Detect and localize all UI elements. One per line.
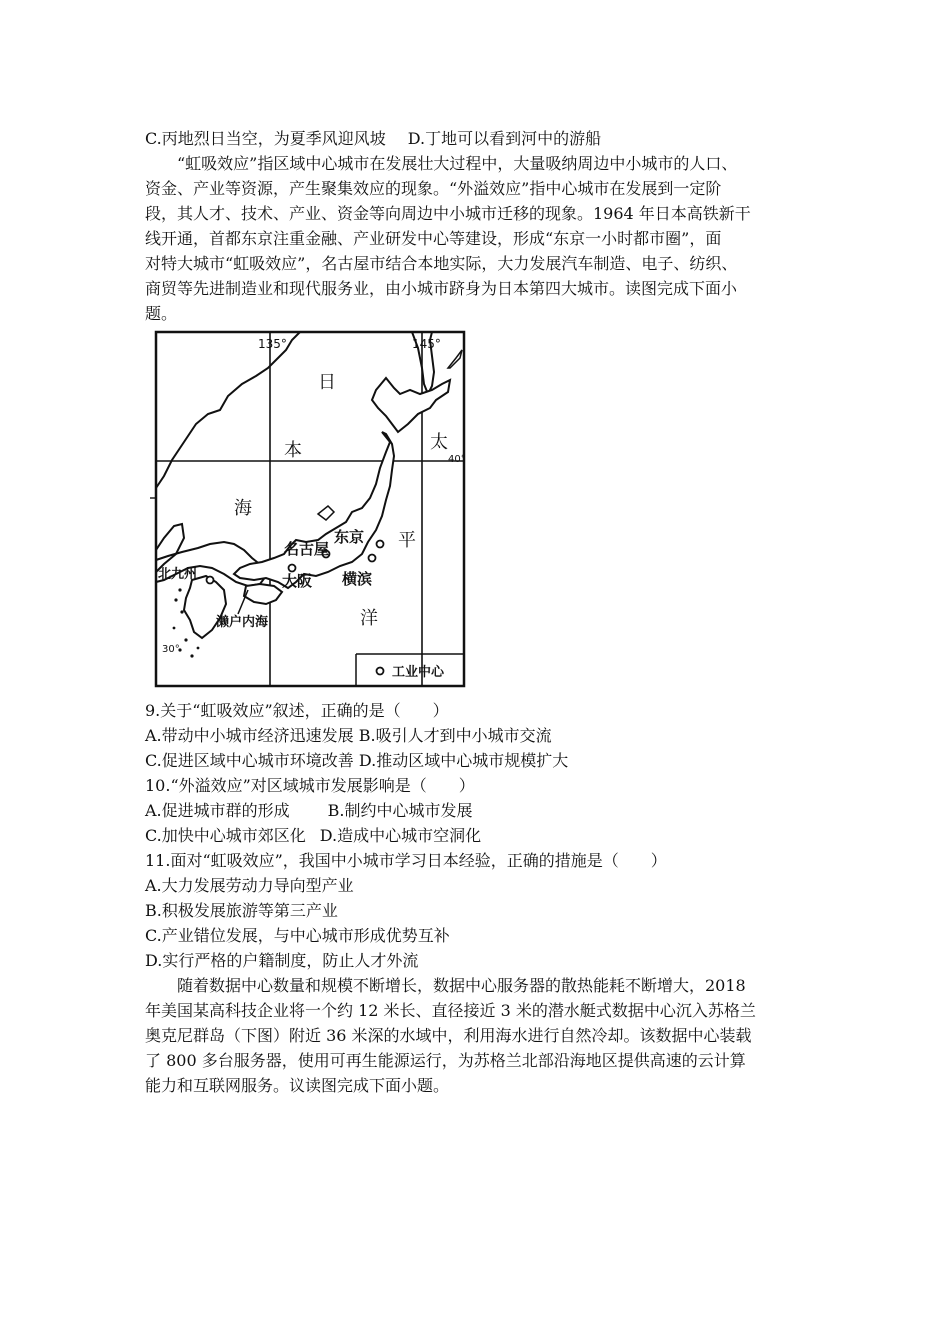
label-ocean-char-1: 太 [430, 432, 448, 453]
passage2-line: 年美国某高科技企业将一个约 12 米长、直径接近 3 米的潜水艇式数据中心沉入苏格兰 [145, 1001, 756, 1020]
q11-option-c: C.产业错位发展，与中心城市形成优势互补 [145, 926, 450, 945]
label-sea-char-3: 海 [234, 498, 252, 519]
q10-option-d: D.造成中心城市空洞化 [319, 826, 482, 845]
q11-option-d: D.实行严格的户籍制度，防止人才外流 [145, 951, 419, 970]
label-osaka: 大阪 [282, 572, 313, 590]
label-lon-145: 145° [412, 337, 441, 351]
q9-options-cd: C.促进区域中心城市环境改善 D.推动区域中心城市规模扩大 [145, 751, 569, 770]
label-lat-40: 40° [448, 454, 466, 465]
q9-stem: 9.关于“虹吸效应”叙述，正确的是（ ） [145, 701, 449, 720]
kitakyushu-marker [207, 577, 214, 584]
label-setonaikai: 濑户内海 [216, 615, 269, 630]
japan-map [150, 328, 468, 690]
osaka-marker [289, 565, 296, 572]
passage1-line: 资金、产业等资源，产生聚集效应的现象。“外溢效应”指中心城市在发展到一定阶 [145, 179, 722, 198]
q8-option-c: C.丙地烈日当空，为夏季风迎风坡 [145, 129, 386, 148]
q11-stem: 11.面对“虹吸效应”，我国中小城市学习日本经验，正确的措施是（ ） [145, 851, 667, 870]
passage1-line: 题。 [145, 304, 178, 323]
label-sea-char-1: 日 [318, 372, 336, 393]
label-lat-30: 30° [162, 644, 180, 655]
q8-option-d: D.丁地可以看到河中的游船 [407, 129, 602, 148]
q10-option-c: C.加快中心城市郊区化 [145, 826, 306, 845]
q11-option-b: B.积极发展旅游等第三产业 [145, 901, 338, 920]
passage1-line: 段，其人才、技术、产业、资金等向周边中小城市迁移的现象。1964 年日本高铁新干 [145, 204, 751, 223]
legend-label: 工业中心 [392, 665, 445, 680]
q10-option-b: B.制约中心城市发展 [327, 801, 473, 820]
q10-option-a: A.促进城市群的形成 [145, 801, 290, 820]
q11-option-a: A.大力发展劳动力导向型产业 [145, 876, 354, 895]
passage2-line: 随着数据中心数量和规模不断增长，数据中心服务器的散热能耗不断增大，2018 [177, 976, 746, 995]
tokyo-marker [377, 541, 384, 548]
passage1-line: “虹吸效应”指区域中心城市在发展壮大过程中，大量吸纳周边中小城市的人口、 [177, 154, 738, 173]
label-ocean-char-2: 平 [398, 530, 416, 551]
q8-options-cd [145, 129, 601, 149]
q10-stem: 10.“外溢效应”对区域城市发展影响是（ ） [145, 776, 475, 795]
label-yokohama: 横滨 [342, 570, 373, 588]
passage2-line: 奥克尼群岛（下图）附近 36 米深的水域中，利用海水进行自然冷却。该数据中心装载 [145, 1026, 752, 1045]
label-nagoya: 名古屋 [284, 540, 330, 558]
legend-marker [377, 668, 384, 675]
passage1-line: 对特大城市“虹吸效应”，名古屋市结合本地实际，大力发展汽车制造、电子、纺织、 [145, 254, 738, 273]
label-sea-char-2: 本 [284, 440, 302, 461]
yokohama-marker [369, 555, 376, 562]
passage1-line: 线开通，首都东京注重金融、产业研发中心等建设，形成“东京一小时都市圈”，面 [145, 229, 722, 248]
label-ocean-char-3: 洋 [360, 608, 378, 629]
q9-options-ab: A.带动中小城市经济迅速发展 B.吸引人才到中小城市交流 [145, 726, 552, 745]
q10-options-cd [145, 826, 481, 846]
label-kitakyushu: 北九州 [158, 567, 198, 582]
label-tokyo: 东京 [334, 528, 365, 546]
passage1-line: 商贸等先进制造业和现代服务业，由小城市跻身为日本第四大城市。读图完成下面小 [145, 279, 738, 298]
passage2-line: 了 800 多台服务器，使用可再生能源运行，为苏格兰北部沿海地区提供高速的云计算 [145, 1051, 746, 1070]
label-lon-135: 135° [258, 337, 287, 351]
passage2-line: 能力和互联网服务。议读图完成下面小题。 [145, 1076, 450, 1095]
q10-options-ab [145, 801, 473, 821]
